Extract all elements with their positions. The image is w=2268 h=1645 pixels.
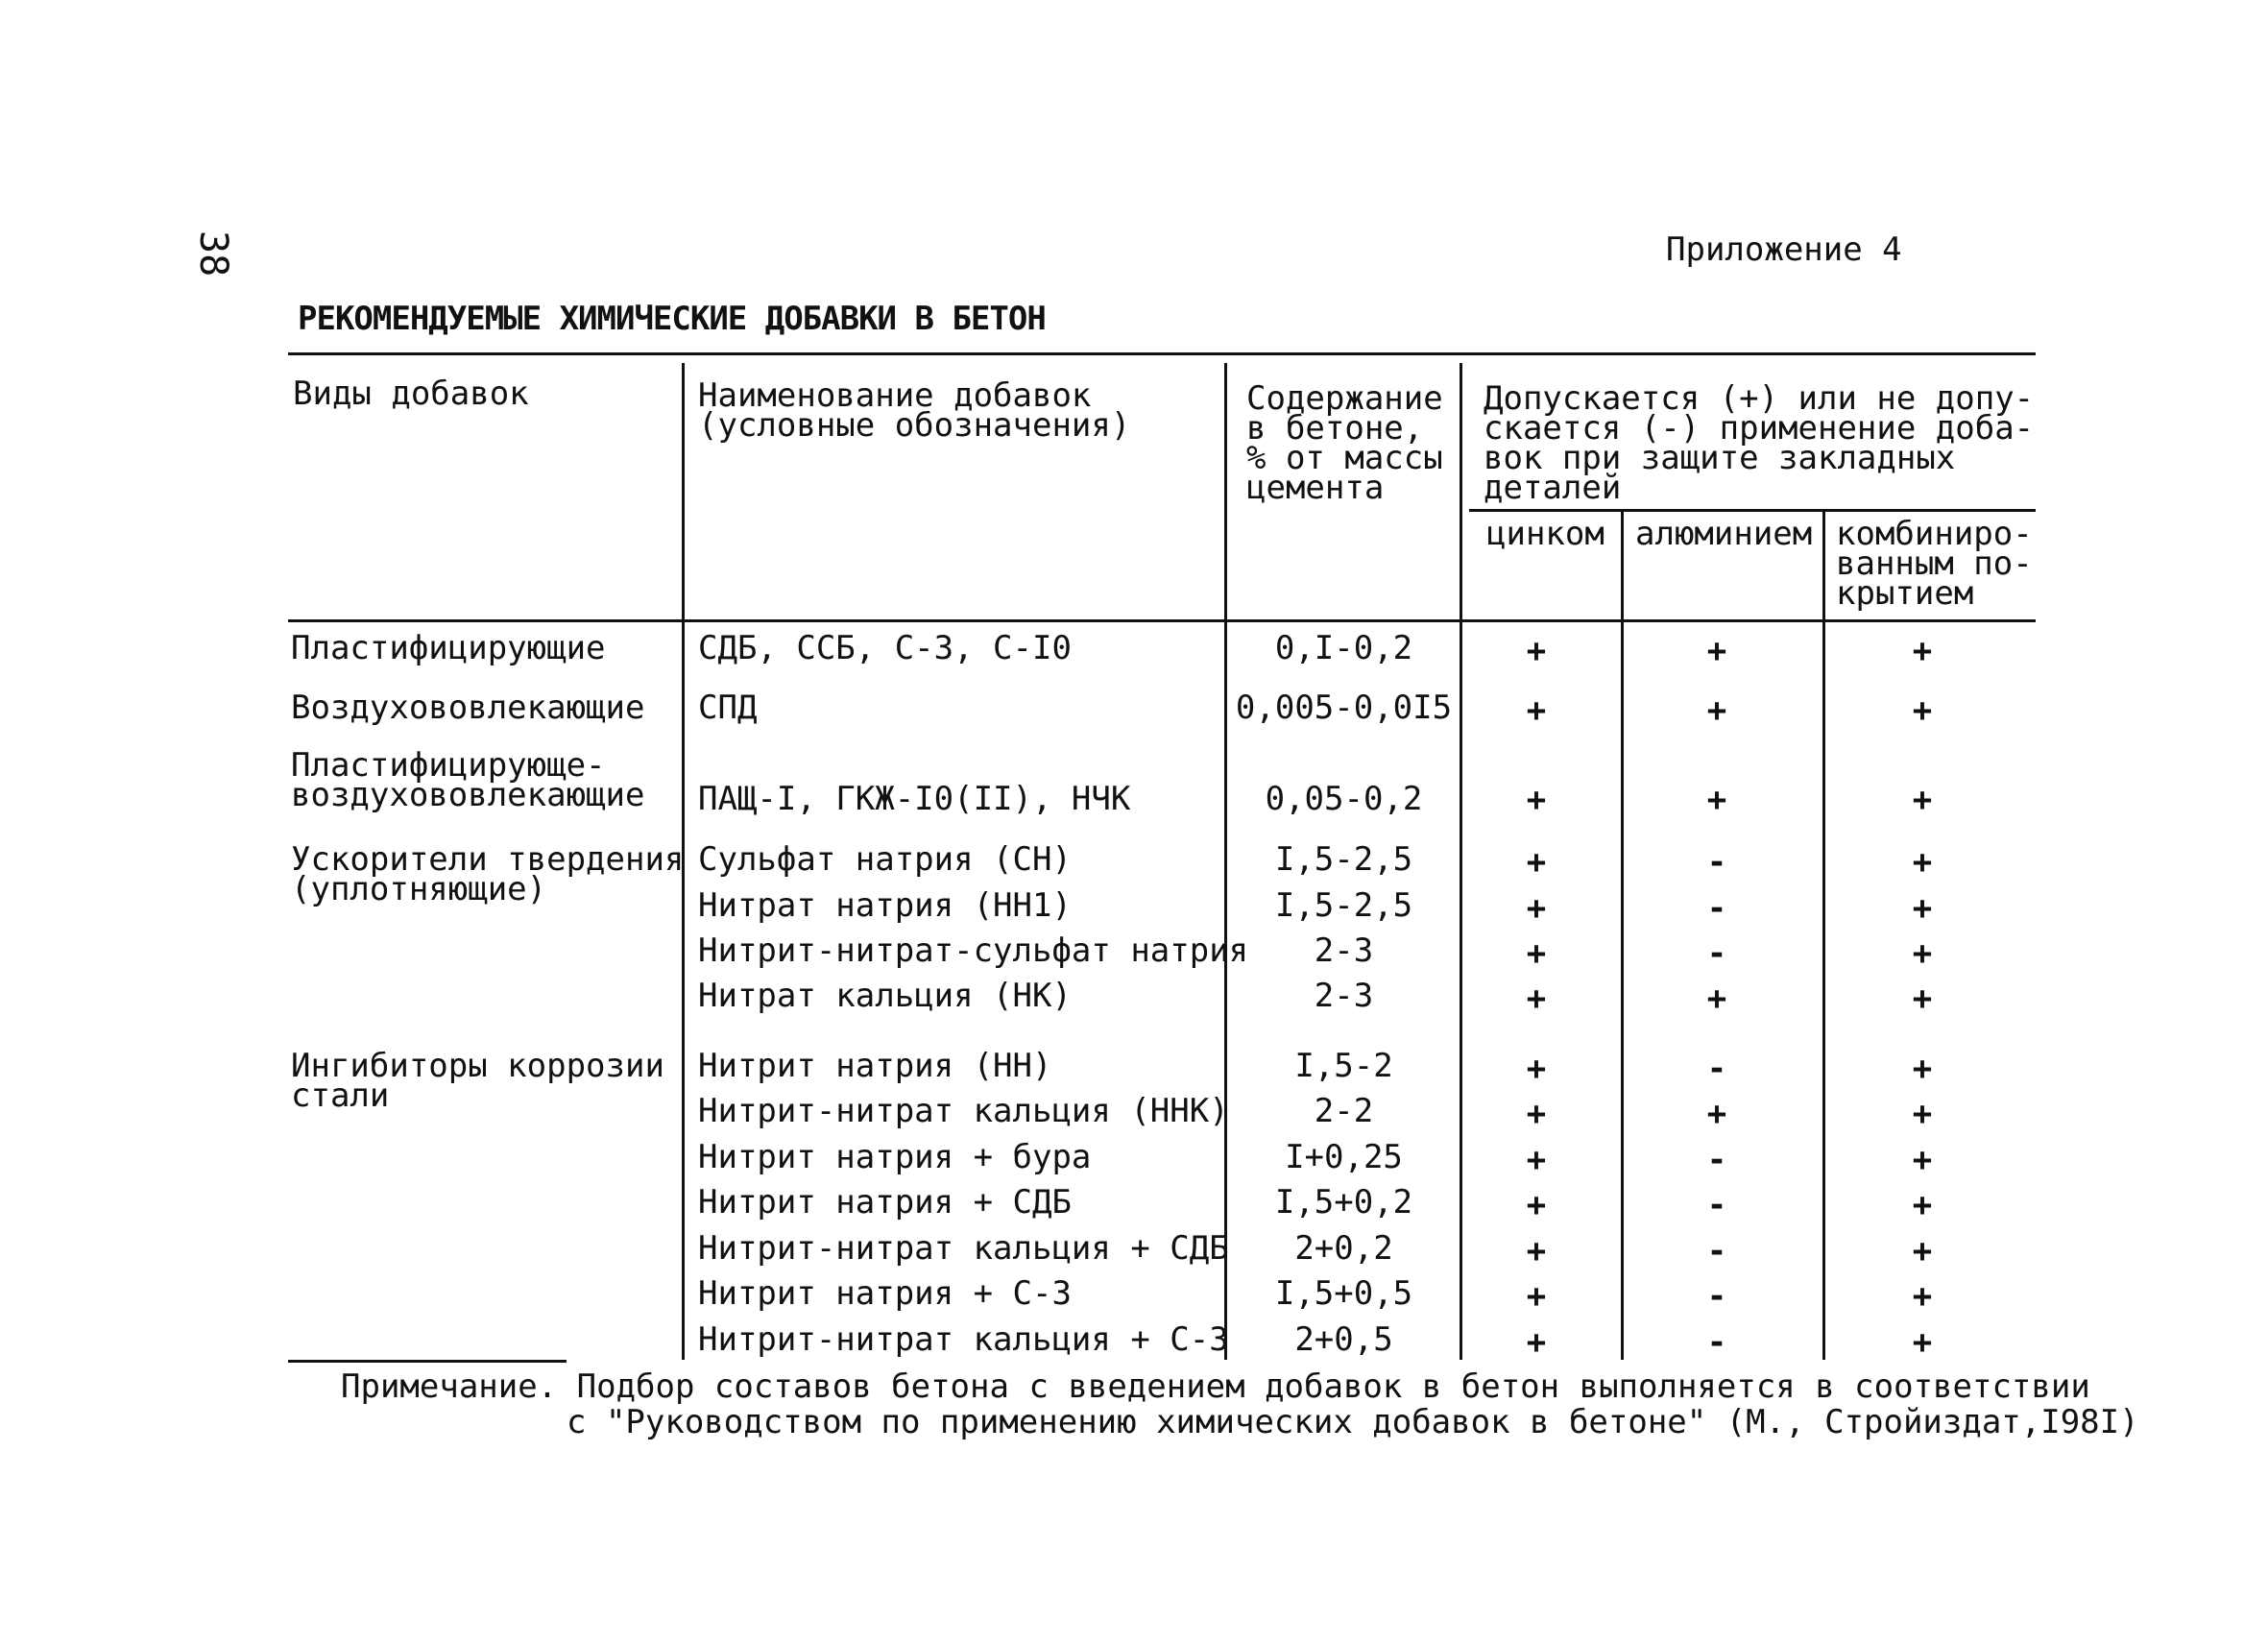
row-name: СПД <box>698 689 758 727</box>
row-aluminum-sign: - <box>1706 843 1727 882</box>
note-line-2: с "Руководством по применению химических добавок в бетоне" (М., Стройиздат,I98I) <box>567 1403 2139 1441</box>
row-combined-sign: + <box>1912 889 1933 928</box>
row-name: СДБ, ССБ, С-3, С-I0 <box>698 629 1072 667</box>
table-bottom-rule <box>288 1360 567 1363</box>
row-type: Пластифицирующие <box>291 629 606 667</box>
row-combined-sign: + <box>1912 632 1933 670</box>
row-combined-sign: + <box>1912 1095 1933 1133</box>
row-type: Пластифицирующе- воздухововлекающие <box>291 746 645 814</box>
row-aluminum-sign: - <box>1706 934 1727 973</box>
row-zinc-sign: + <box>1526 1232 1547 1270</box>
row-zinc-sign: + <box>1526 934 1547 973</box>
row-combined-sign: + <box>1912 691 1933 730</box>
row-zinc-sign: + <box>1526 781 1547 819</box>
column-divider <box>1822 512 1825 1360</box>
header-type: Виды добавок <box>293 375 529 413</box>
header-bottom-rule <box>288 619 2036 622</box>
row-zinc-sign: + <box>1526 691 1547 730</box>
row-zinc-sign: + <box>1526 889 1547 928</box>
row-combined-sign: + <box>1912 934 1933 973</box>
row-name: Нитрат кальция (НК) <box>698 977 1072 1015</box>
row-zinc-sign: + <box>1526 1095 1547 1133</box>
row-content: 2+0,5 <box>1294 1320 1393 1359</box>
row-combined-sign: + <box>1912 1323 1933 1362</box>
row-name: Нитрит-нитрат-сульфат натрия <box>698 931 1249 970</box>
row-name: Сульфат натрия (СН) <box>698 840 1072 879</box>
column-divider <box>1621 512 1624 1360</box>
note-line-1: Примечание. Подбор составов бетона с введением добавок в бетон выполняется в соответствии <box>341 1367 2090 1406</box>
subheader-rule <box>1469 509 2036 512</box>
row-name: Нитрит-нитрат кальция (ННК) <box>698 1092 1229 1130</box>
row-name: Нитрит натрия + СДБ <box>698 1183 1072 1222</box>
row-content: I,5-2 <box>1294 1047 1393 1085</box>
row-name: Нитрит натрия + С-3 <box>698 1274 1072 1313</box>
row-combined-sign: + <box>1912 1232 1933 1270</box>
row-aluminum-sign: + <box>1706 980 1727 1018</box>
row-combined-sign: + <box>1912 1277 1933 1316</box>
row-aluminum-sign: + <box>1706 781 1727 819</box>
row-content: 2+0,2 <box>1294 1229 1393 1268</box>
page-number: 38 <box>191 230 235 278</box>
row-aluminum-sign: - <box>1706 1323 1727 1362</box>
row-aluminum-sign: + <box>1706 1095 1727 1133</box>
row-content: I,5-2,5 <box>1274 886 1413 925</box>
row-zinc-sign: + <box>1526 1277 1547 1316</box>
header-combined: комбиниро- ванным по- крытием <box>1836 515 2033 613</box>
row-combined-sign: + <box>1912 1050 1933 1088</box>
row-combined-sign: + <box>1912 1141 1933 1179</box>
row-aluminum-sign: - <box>1706 889 1727 928</box>
row-name: ПАЩ-I, ГКЖ-I0(II), НЧК <box>698 780 1131 818</box>
row-aluminum-sign: + <box>1706 632 1727 670</box>
row-content: 0,05-0,2 <box>1265 780 1423 818</box>
row-content: 0,I-0,2 <box>1274 629 1413 667</box>
row-type: Ускорители твердения (уплотняющие) <box>291 840 685 908</box>
appendix-label: Приложение 4 <box>1666 230 1902 269</box>
row-zinc-sign: + <box>1526 1323 1547 1362</box>
row-name: Нитрат натрия (НН1) <box>698 886 1072 925</box>
row-name: Нитрит-нитрат кальция + С-3 <box>698 1320 1229 1359</box>
row-aluminum-sign: - <box>1706 1141 1727 1179</box>
row-aluminum-sign: - <box>1706 1277 1727 1316</box>
header-zinc: цинком <box>1486 515 1604 553</box>
row-content: I,5+0,5 <box>1274 1274 1413 1313</box>
row-combined-sign: + <box>1912 781 1933 819</box>
row-name: Нитрит-нитрат кальция + СДБ <box>698 1229 1229 1268</box>
row-aluminum-sign: + <box>1706 691 1727 730</box>
row-content: 2-3 <box>1314 931 1374 970</box>
row-zinc-sign: + <box>1526 1050 1547 1088</box>
row-aluminum-sign: - <box>1706 1186 1727 1224</box>
header-content: Содержание в бетоне, % от массы цемента <box>1246 379 1443 507</box>
row-content: I,5-2,5 <box>1274 840 1413 879</box>
row-content: I+0,25 <box>1285 1138 1403 1176</box>
row-name: Нитрит натрия + бура <box>698 1138 1092 1176</box>
table-top-rule <box>288 352 2036 355</box>
row-zinc-sign: + <box>1526 843 1547 882</box>
row-type: Ингибиторы коррозии стали <box>291 1047 664 1115</box>
row-combined-sign: + <box>1912 980 1933 1018</box>
column-divider <box>1224 363 1227 1360</box>
header-aluminum: алюминием <box>1635 515 1813 553</box>
row-zinc-sign: + <box>1526 1186 1547 1224</box>
column-divider <box>1460 363 1462 1360</box>
row-zinc-sign: + <box>1526 632 1547 670</box>
header-name: Наименование добавок (условные обозначения) <box>698 376 1131 445</box>
row-type: Воздухововлекающие <box>291 689 645 727</box>
row-name: Нитрит натрия (НН) <box>698 1047 1052 1085</box>
row-content: 0,005-0,0I5 <box>1235 689 1453 727</box>
page-title: РЕКОМЕНДУЕМЫЕ ХИМИЧЕСКИЕ ДОБАВКИ В БЕТОН <box>298 300 1046 338</box>
header-allowed: Допускается (+) или не допу- скается (-) применение доба- вок при защите закладных деталей <box>1484 379 2035 507</box>
row-content: 2-3 <box>1314 977 1374 1015</box>
row-aluminum-sign: - <box>1706 1050 1727 1088</box>
row-zinc-sign: + <box>1526 980 1547 1018</box>
row-content: I,5+0,2 <box>1274 1183 1413 1222</box>
row-combined-sign: + <box>1912 1186 1933 1224</box>
row-zinc-sign: + <box>1526 1141 1547 1179</box>
row-content: 2-2 <box>1314 1092 1374 1130</box>
row-aluminum-sign: - <box>1706 1232 1727 1270</box>
row-combined-sign: + <box>1912 843 1933 882</box>
